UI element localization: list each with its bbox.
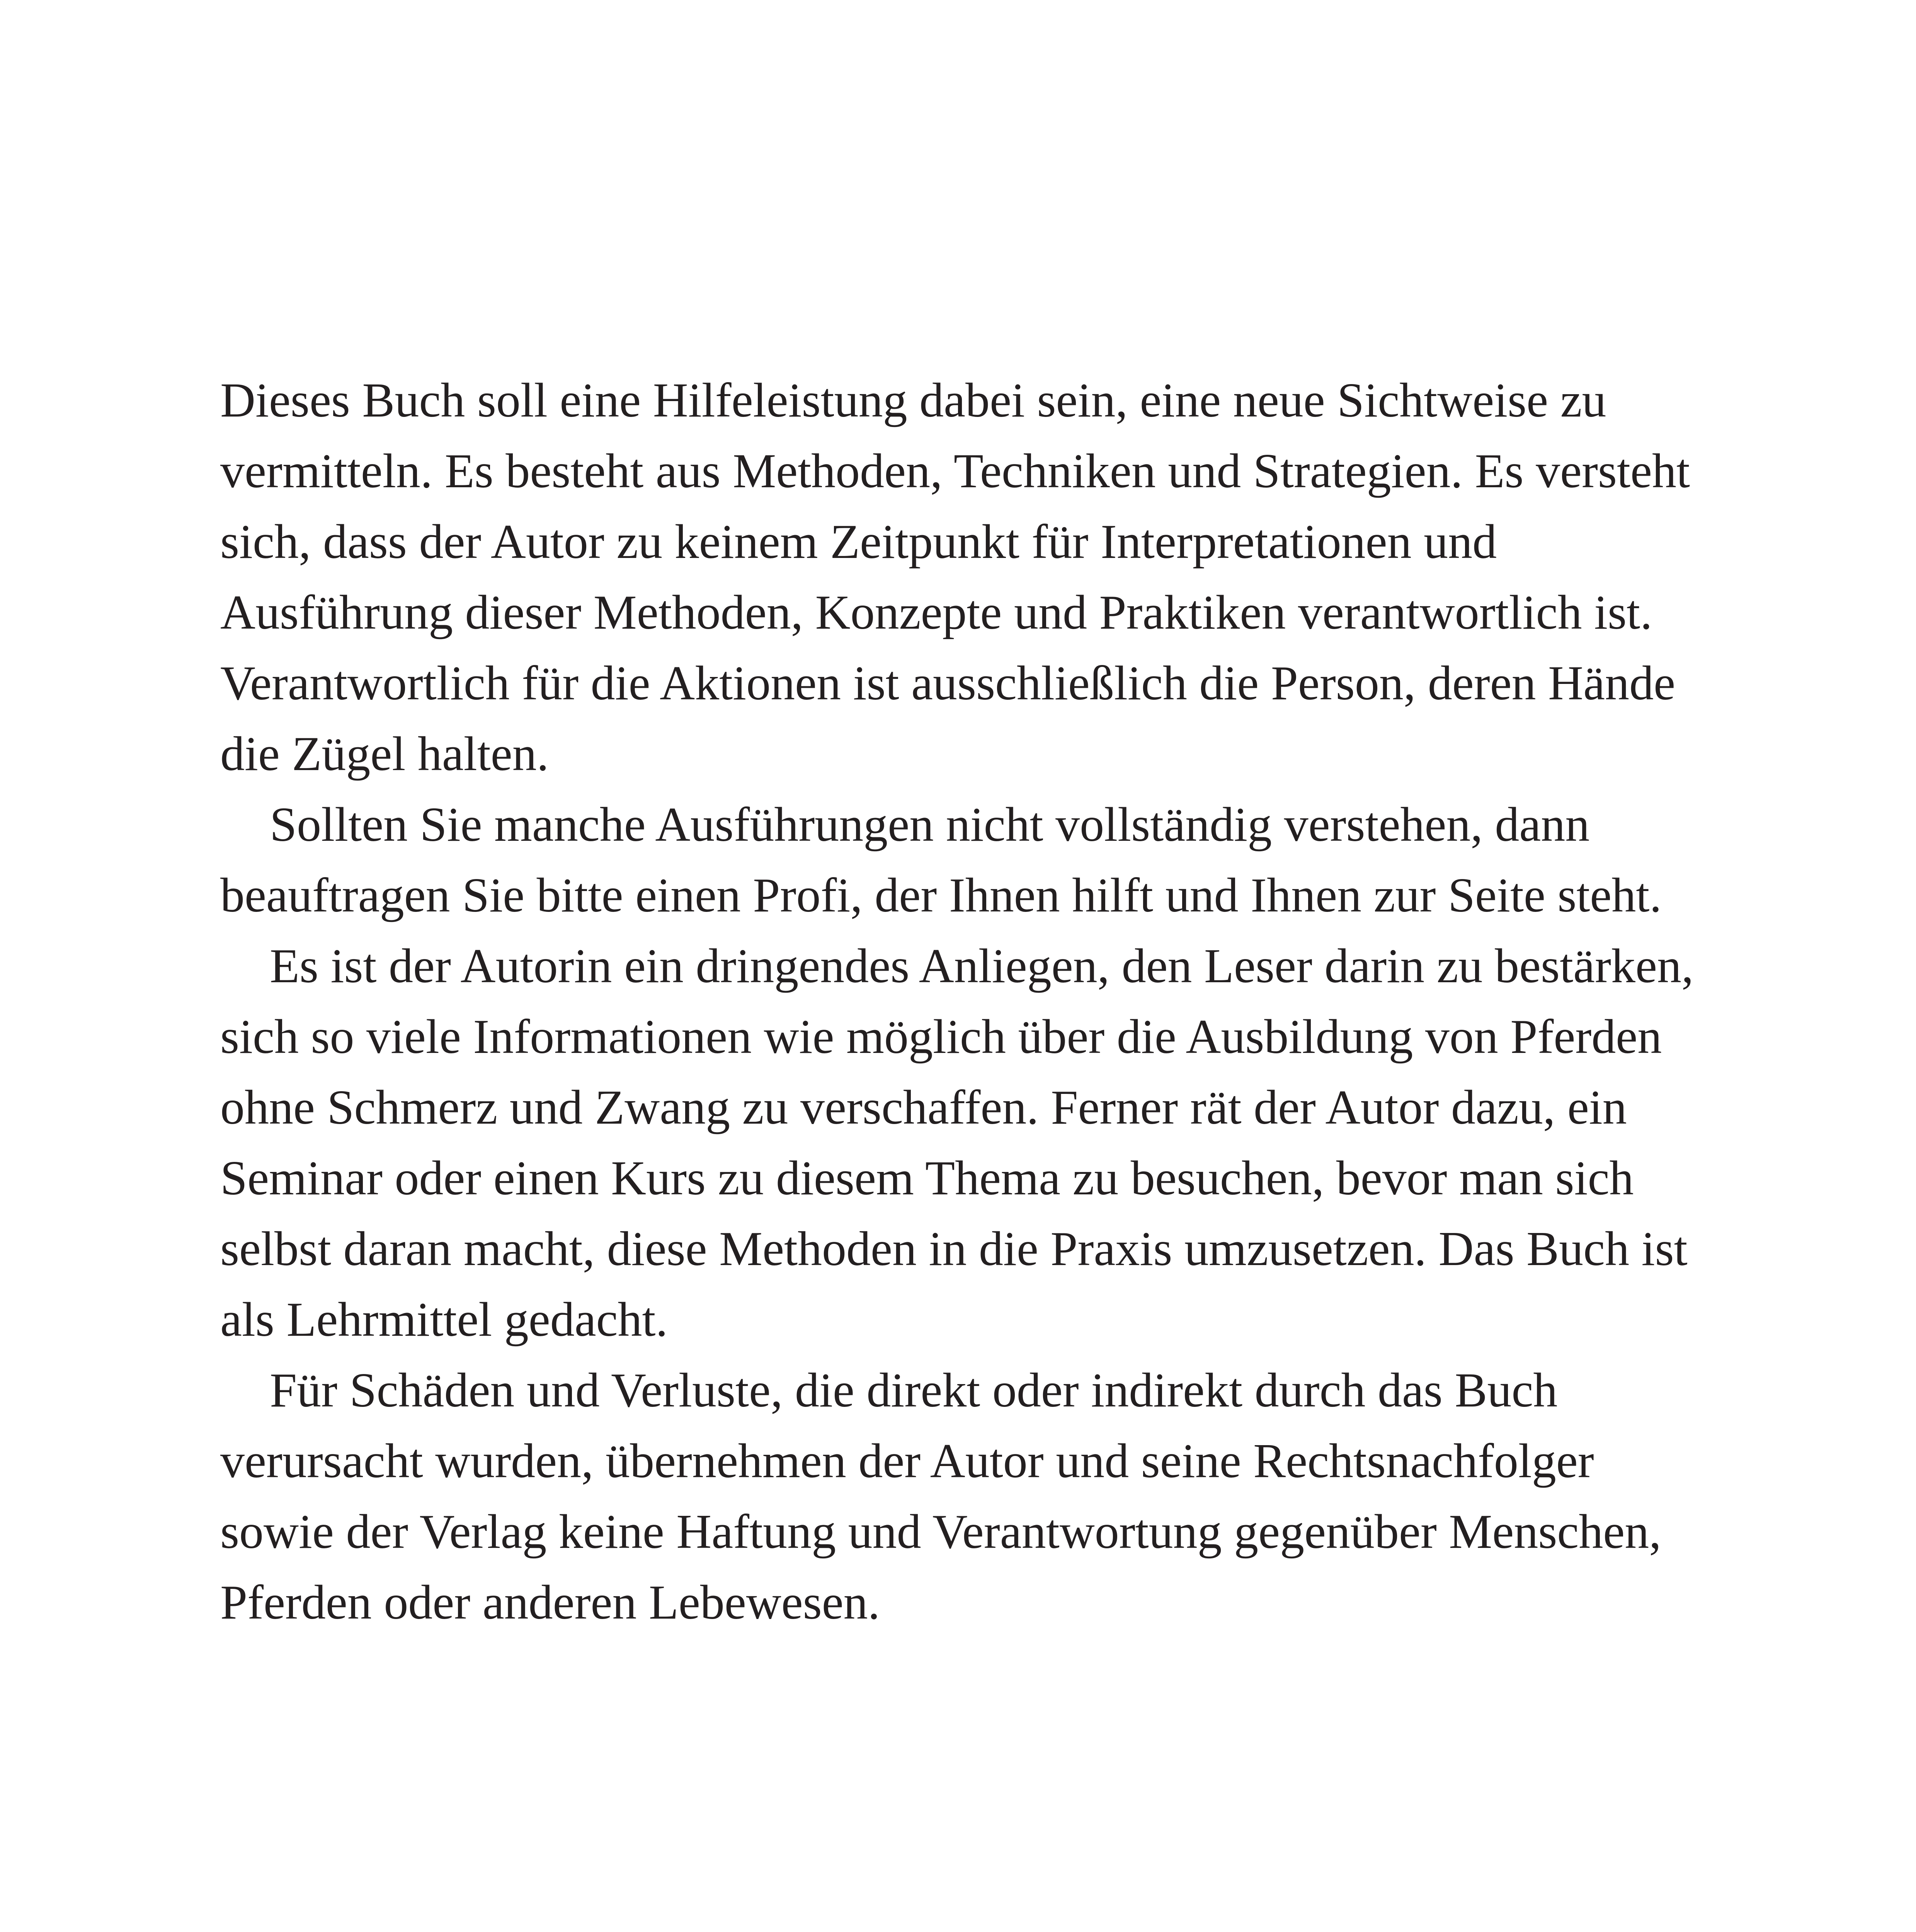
- text-line: ohne Schmerz und Zwang zu verschaffen. Ferner rät der Autor dazu, ein: [220, 1081, 1627, 1134]
- text-line: Seminar oder einen Kurs zu diesem Thema zu besuchen, bevor man sich: [220, 1151, 1634, 1205]
- text-line: als Lehrmittel gedacht.: [220, 1293, 668, 1347]
- text-line: sich, dass der Autor zu keinem Zeitpunkt für Interpretationen und: [220, 515, 1497, 569]
- text-line: Dieses Buch soll eine Hilfeleistung dabei sein, eine neue Sichtweise zu: [220, 374, 1606, 427]
- text-line: sich so viele Informationen wie möglich über die Ausbildung von Pferden: [220, 1010, 1662, 1064]
- text-line: Pferden oder anderen Lebewesen.: [220, 1576, 880, 1629]
- disclaimer-text: [220, 365, 1696, 1638]
- text-line: Für Schäden und Verluste, die direkt oder indirekt durch das Buch: [270, 1364, 1558, 1417]
- paragraph-1: [220, 365, 1696, 789]
- paragraph-4: [220, 1355, 1696, 1638]
- text-line: Es ist der Autorin ein dringendes Anliegen, den Leser darin zu bestärken,: [270, 939, 1694, 993]
- text-line: Verantwortlich für die Aktionen ist ausschließlich die Person, deren Hände: [220, 656, 1675, 710]
- text-line: Ausführung dieser Methoden, Konzepte und Praktiken verantwortlich ist.: [220, 586, 1652, 639]
- text-line: vermitteln. Es besteht aus Methoden, Techniken und Strategien. Es versteht: [220, 444, 1690, 498]
- text-line: verursacht wurden, übernehmen der Autor und seine Rechtsnachfolger: [220, 1434, 1594, 1488]
- text-line: die Zügel halten.: [220, 727, 549, 781]
- text-line: sowie der Verlag keine Haftung und Verantwortung gegenüber Menschen,: [220, 1505, 1661, 1559]
- text-line: selbst daran macht, diese Methoden in die Praxis umzusetzen. Das Buch ist: [220, 1222, 1688, 1276]
- paragraph-2: [220, 789, 1696, 931]
- paragraph-3: [220, 931, 1696, 1355]
- text-line: Sollten Sie manche Ausführungen nicht vollständig verstehen, dann: [270, 798, 1590, 852]
- text-line: beauftragen Sie bitte einen Profi, der Ihnen hilft und Ihnen zur Seite steht.: [220, 869, 1662, 922]
